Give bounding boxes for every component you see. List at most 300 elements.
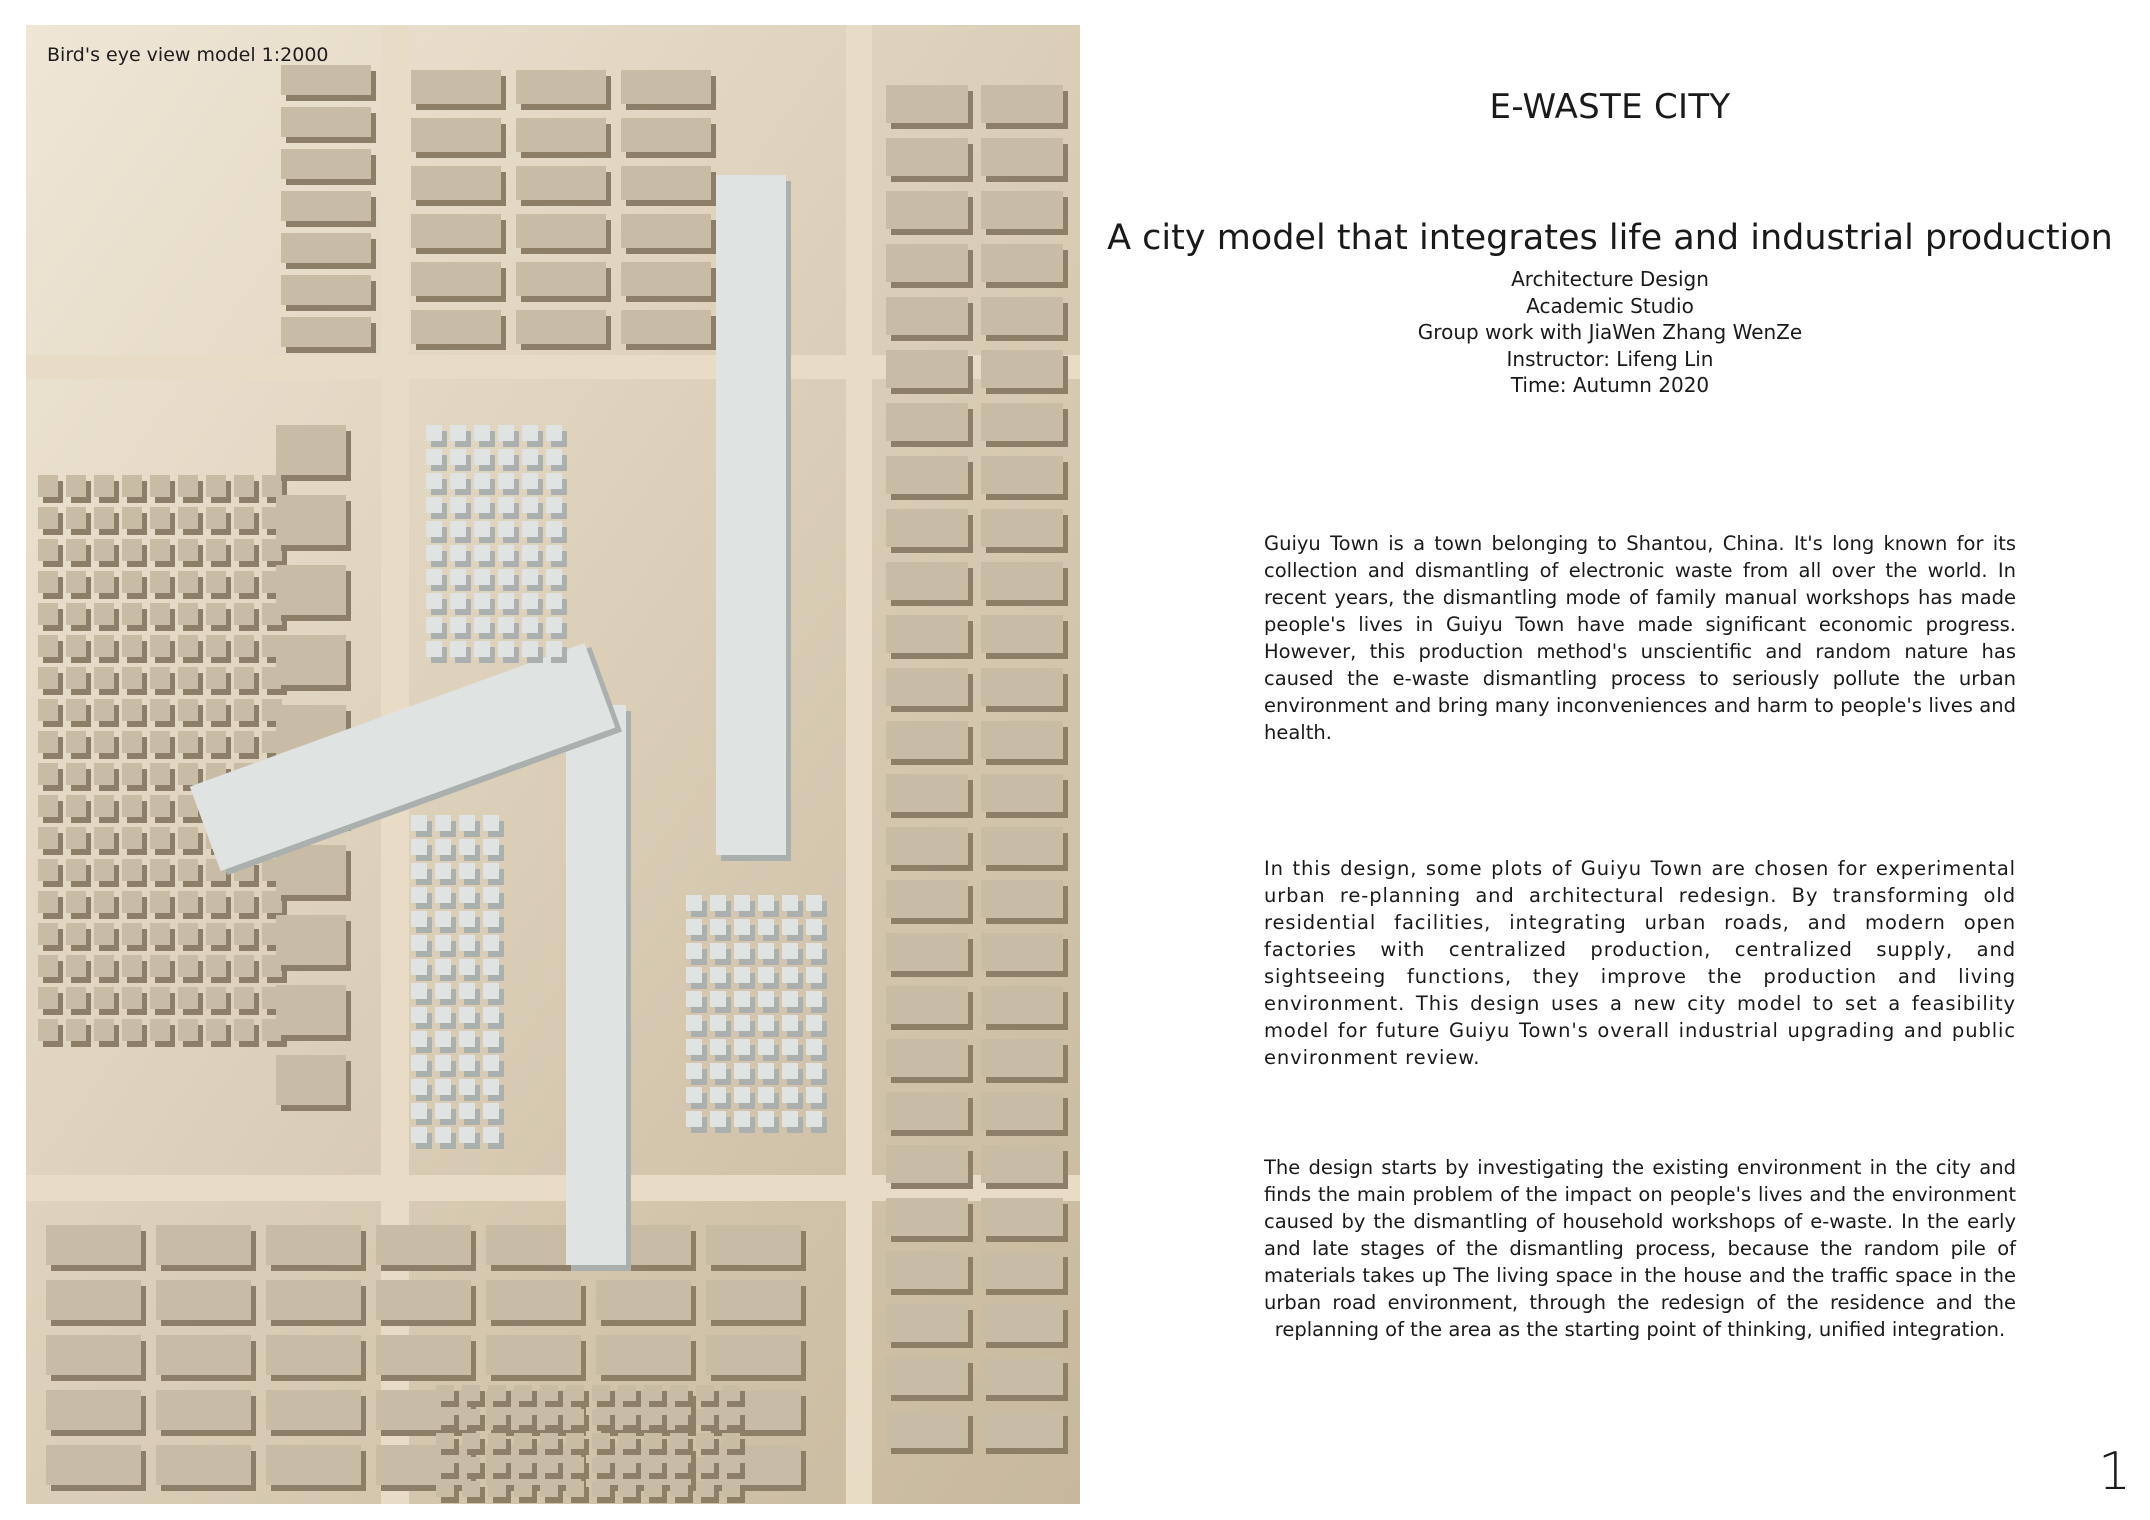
cluster-unit (450, 545, 466, 561)
block-building (886, 350, 968, 388)
house (436, 1433, 454, 1449)
cluster-unit (782, 919, 798, 935)
block-building (981, 403, 1063, 441)
house (670, 1409, 688, 1425)
house (178, 763, 198, 785)
block-building (46, 1225, 141, 1265)
house (150, 731, 170, 753)
house (178, 859, 198, 881)
block-building (886, 244, 968, 282)
house (94, 859, 114, 881)
cluster-unit (522, 425, 538, 441)
house (462, 1433, 480, 1449)
block-building (886, 880, 968, 918)
cluster-unit (686, 1063, 702, 1079)
block-building (411, 214, 501, 248)
house (122, 827, 142, 849)
house (66, 507, 86, 529)
cluster-unit (450, 521, 466, 537)
cluster-unit (498, 473, 514, 489)
house (94, 603, 114, 625)
cluster-unit (435, 839, 451, 855)
block-building (981, 138, 1063, 176)
cluster-unit (734, 943, 750, 959)
house (94, 891, 114, 913)
cluster-unit (483, 863, 499, 879)
house (122, 923, 142, 945)
cluster-unit (546, 569, 562, 585)
block-building (266, 1390, 361, 1430)
cluster-unit (734, 1015, 750, 1031)
house (94, 699, 114, 721)
house (94, 923, 114, 945)
block-building (376, 1335, 471, 1375)
block-building (886, 1251, 968, 1289)
house (644, 1433, 662, 1449)
house (38, 635, 58, 657)
cluster-unit (435, 815, 451, 831)
cluster-unit (710, 943, 726, 959)
house (122, 571, 142, 593)
slab-building (276, 565, 346, 615)
block-building (886, 297, 968, 335)
cluster-unit (483, 1007, 499, 1023)
meta-instructor: Instructor: Lifeng Lin (1506, 346, 1714, 371)
house (178, 635, 198, 657)
house (462, 1385, 480, 1401)
cluster-unit (426, 449, 442, 465)
block-building (981, 297, 1063, 335)
cluster-unit (411, 887, 427, 903)
house (206, 923, 226, 945)
house (206, 1019, 226, 1041)
cluster-unit (498, 545, 514, 561)
block-building (46, 1280, 141, 1320)
house (618, 1385, 636, 1401)
cluster-unit (483, 1031, 499, 1047)
house (514, 1457, 532, 1473)
block-building (886, 933, 968, 971)
block-building (886, 668, 968, 706)
cluster-unit (782, 1063, 798, 1079)
block-building (46, 1390, 141, 1430)
block-building (266, 1225, 361, 1265)
cluster-unit (758, 1111, 774, 1127)
house (514, 1385, 532, 1401)
cluster-unit (686, 1039, 702, 1055)
house (206, 539, 226, 561)
cluster-unit (411, 935, 427, 951)
cluster-unit (758, 1087, 774, 1103)
cluster-unit (435, 1007, 451, 1023)
house (436, 1457, 454, 1473)
cluster-unit (758, 991, 774, 1007)
house (592, 1433, 610, 1449)
block-building (981, 774, 1063, 812)
cluster-unit (459, 863, 475, 879)
block-building (981, 933, 1063, 971)
cluster-unit (498, 593, 514, 609)
block-building (981, 880, 1063, 918)
house (234, 699, 254, 721)
cluster-unit (411, 863, 427, 879)
house (66, 923, 86, 945)
cluster-unit (806, 1039, 822, 1055)
house (122, 507, 142, 529)
slab-building (276, 915, 346, 965)
house (38, 891, 58, 913)
cluster-unit (411, 983, 427, 999)
house (206, 731, 226, 753)
house (150, 507, 170, 529)
house (178, 667, 198, 689)
cluster-unit (806, 1111, 822, 1127)
house (436, 1385, 454, 1401)
block-building (886, 1092, 968, 1130)
house (150, 987, 170, 1009)
block-building (156, 1225, 251, 1265)
cluster-unit (474, 449, 490, 465)
cluster-unit (522, 593, 538, 609)
house (592, 1457, 610, 1473)
cluster-unit (806, 967, 822, 983)
cluster-unit (546, 545, 562, 561)
cluster-unit (435, 911, 451, 927)
house (66, 827, 86, 849)
house (234, 955, 254, 977)
cluster-unit (459, 911, 475, 927)
model-illustration (26, 25, 1080, 1504)
cluster-unit (710, 991, 726, 1007)
project-meta (1310, 266, 1910, 399)
house (488, 1385, 506, 1401)
cluster-unit (546, 473, 562, 489)
block-building (886, 1198, 968, 1236)
cluster-unit (522, 617, 538, 633)
block-building (706, 1390, 801, 1430)
house (150, 475, 170, 497)
house (38, 731, 58, 753)
block-building (156, 1335, 251, 1375)
cluster-unit (734, 991, 750, 1007)
cluster-unit (474, 569, 490, 585)
house (540, 1409, 558, 1425)
house (696, 1385, 714, 1401)
house (540, 1457, 558, 1473)
house (722, 1481, 740, 1497)
slab-building (281, 317, 371, 347)
cluster-unit (734, 1039, 750, 1055)
block-building (981, 456, 1063, 494)
house (206, 603, 226, 625)
cluster-unit (459, 1007, 475, 1023)
cluster-unit (459, 1031, 475, 1047)
cluster-unit (806, 1087, 822, 1103)
cluster-unit (522, 473, 538, 489)
house (94, 955, 114, 977)
block-building (621, 262, 711, 296)
house (234, 603, 254, 625)
house (206, 507, 226, 529)
road (846, 25, 872, 1504)
block-building (981, 562, 1063, 600)
house (234, 507, 254, 529)
house (206, 955, 226, 977)
block-building (411, 262, 501, 296)
house (122, 667, 142, 689)
house (38, 1019, 58, 1041)
cluster-unit (474, 497, 490, 513)
cluster-unit (546, 641, 562, 657)
house (66, 891, 86, 913)
cluster-unit (686, 943, 702, 959)
cluster-unit (806, 943, 822, 959)
cluster-unit (498, 449, 514, 465)
house (38, 475, 58, 497)
cluster-unit (450, 425, 466, 441)
slab-building (276, 985, 346, 1035)
house (38, 507, 58, 529)
cluster-unit (435, 1055, 451, 1071)
house (150, 699, 170, 721)
house (178, 699, 198, 721)
block-building (886, 403, 968, 441)
block-building (486, 1280, 581, 1320)
block-building (706, 1225, 801, 1265)
house (566, 1481, 584, 1497)
house (206, 475, 226, 497)
cluster-unit (734, 1111, 750, 1127)
house (94, 827, 114, 849)
cluster-unit (435, 1127, 451, 1143)
block-building (621, 70, 711, 104)
cluster-unit (450, 569, 466, 585)
house (122, 699, 142, 721)
house (178, 987, 198, 1009)
block-building (516, 118, 606, 152)
house (566, 1409, 584, 1425)
block-building (706, 1445, 801, 1485)
cluster-unit (522, 545, 538, 561)
cluster-unit (411, 1103, 427, 1119)
cluster-unit (710, 895, 726, 911)
block-building (621, 166, 711, 200)
house (488, 1409, 506, 1425)
cluster-unit (474, 425, 490, 441)
house (206, 891, 226, 913)
house (38, 859, 58, 881)
house (618, 1409, 636, 1425)
house (670, 1457, 688, 1473)
house (94, 987, 114, 1009)
spine-building (566, 705, 626, 1265)
house (66, 955, 86, 977)
cluster-unit (474, 593, 490, 609)
block-building (516, 70, 606, 104)
house (514, 1409, 532, 1425)
house (66, 603, 86, 625)
cluster-unit (710, 919, 726, 935)
model-photo (26, 25, 1080, 1504)
block-building (981, 721, 1063, 759)
block-building (886, 562, 968, 600)
cluster-unit (474, 641, 490, 657)
block-building (981, 827, 1063, 865)
house (566, 1385, 584, 1401)
house (462, 1481, 480, 1497)
cluster-unit (758, 1015, 774, 1031)
cluster-unit (686, 919, 702, 935)
house (618, 1457, 636, 1473)
house (150, 571, 170, 593)
cluster-unit (498, 641, 514, 657)
house (436, 1481, 454, 1497)
cluster-unit (686, 895, 702, 911)
cluster-unit (459, 1079, 475, 1095)
house (94, 763, 114, 785)
cluster-unit (450, 497, 466, 513)
block-building (886, 827, 968, 865)
meta-discipline: Architecture Design (1511, 267, 1709, 291)
cluster-unit (483, 1055, 499, 1071)
house (66, 539, 86, 561)
slab-building (276, 635, 346, 685)
cluster-unit (782, 1015, 798, 1031)
house (66, 475, 86, 497)
photo-caption: Bird's eye view model 1:2000 (47, 44, 329, 66)
cluster-unit (426, 569, 442, 585)
cluster-unit (498, 425, 514, 441)
block-building (596, 1335, 691, 1375)
cluster-unit (426, 641, 442, 657)
cluster-unit (459, 983, 475, 999)
cluster-unit (758, 943, 774, 959)
block-building (981, 244, 1063, 282)
block-building (981, 350, 1063, 388)
house (38, 827, 58, 849)
house (234, 1019, 254, 1041)
cluster-unit (411, 1055, 427, 1071)
cluster-unit (734, 919, 750, 935)
block-building (156, 1445, 251, 1485)
cluster-unit (758, 895, 774, 911)
house (178, 827, 198, 849)
house (66, 987, 86, 1009)
cluster-unit (806, 1015, 822, 1031)
house (488, 1481, 506, 1497)
block-building (266, 1280, 361, 1320)
slab-building (276, 1055, 346, 1105)
house (234, 667, 254, 689)
cluster-unit (483, 1103, 499, 1119)
block-building (886, 191, 968, 229)
house (462, 1457, 480, 1473)
slab-building (281, 65, 371, 95)
cluster-unit (686, 991, 702, 1007)
slab-building (281, 191, 371, 221)
house (696, 1481, 714, 1497)
house (206, 635, 226, 657)
house (66, 795, 86, 817)
house (122, 987, 142, 1009)
cluster-unit (710, 1111, 726, 1127)
block-building (411, 310, 501, 344)
house (150, 763, 170, 785)
house (722, 1457, 740, 1473)
cluster-unit (522, 569, 538, 585)
house (178, 955, 198, 977)
cluster-unit (498, 521, 514, 537)
cluster-unit (806, 895, 822, 911)
cluster-unit (758, 919, 774, 935)
block-building (706, 1335, 801, 1375)
meta-studio: Academic Studio (1526, 293, 1694, 318)
block-building (886, 1410, 968, 1448)
house (94, 731, 114, 753)
house (122, 539, 142, 561)
house (150, 603, 170, 625)
block-building (376, 1280, 471, 1320)
body-paragraph-3: The design starts by investigating the existing environment in the city and finds the main problem of the impact on people's lives and the environment caused by the dismantling of household workshops of e-waste. In the early and late stages of the dismantling process, because the random pile of materials takes up The living space in the house and the traffic space in the urban road environment, through the redesign of the residence and the replanning of the area as the starting point of thinking, unified integration. (1264, 1156, 2016, 1341)
cluster-unit (459, 839, 475, 855)
spine-building (716, 175, 786, 855)
cluster-unit (782, 1087, 798, 1103)
house (122, 955, 142, 977)
house (234, 539, 254, 561)
block-building (886, 1039, 968, 1077)
house (38, 571, 58, 593)
house (488, 1433, 506, 1449)
cluster-unit (498, 497, 514, 513)
meta-time: Time: Autumn 2020 (1510, 373, 1710, 397)
block-building (981, 509, 1063, 547)
house (178, 507, 198, 529)
house (696, 1433, 714, 1449)
cluster-unit (498, 617, 514, 633)
house (696, 1409, 714, 1425)
block-building (621, 214, 711, 248)
house (38, 667, 58, 689)
block-building (981, 85, 1063, 123)
block-building (886, 1304, 968, 1342)
block-building (516, 166, 606, 200)
house (234, 475, 254, 497)
house (150, 795, 170, 817)
house (66, 699, 86, 721)
cluster-unit (686, 1111, 702, 1127)
cluster-unit (710, 1015, 726, 1031)
house (122, 795, 142, 817)
cluster-unit (426, 497, 442, 513)
slab-building (276, 495, 346, 545)
cluster-unit (474, 473, 490, 489)
slab-building (276, 425, 346, 475)
cluster-unit (459, 815, 475, 831)
cluster-unit (782, 895, 798, 911)
house (150, 635, 170, 657)
cluster-unit (782, 991, 798, 1007)
house (592, 1385, 610, 1401)
cluster-unit (546, 617, 562, 633)
block-building (621, 310, 711, 344)
cluster-unit (782, 1039, 798, 1055)
slab-building (281, 107, 371, 137)
cluster-unit (435, 959, 451, 975)
cluster-unit (806, 1063, 822, 1079)
house (38, 699, 58, 721)
cluster-unit (483, 911, 499, 927)
house (94, 475, 114, 497)
